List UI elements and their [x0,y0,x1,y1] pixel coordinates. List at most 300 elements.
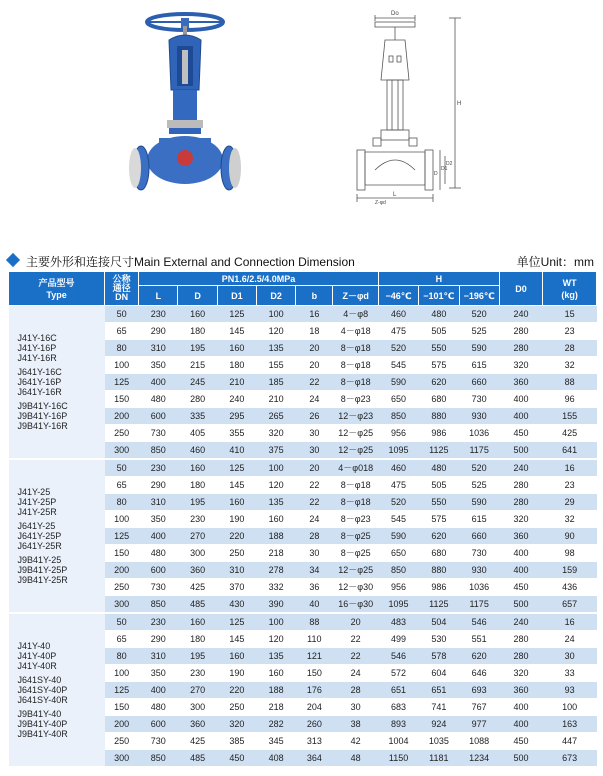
dn-cell: 125 [105,374,139,391]
value-cell: 190 [217,511,256,528]
value-cell: 405 [178,425,217,442]
value-cell: 280 [499,340,542,357]
type-model: J9B41Y-16R [17,421,68,431]
value-cell: 500 [499,596,542,614]
value-cell: 450 [217,750,256,768]
value-cell: 42 [333,733,378,750]
dn-cell: 300 [105,596,139,614]
dn-cell: 300 [105,442,139,460]
value-cell: 410 [217,442,256,460]
value-cell: 26 [296,408,333,425]
dn-cell: 250 [105,579,139,596]
value-cell: 8－φ18 [333,340,378,357]
type-group [18,675,105,705]
value-cell: 1035 [419,733,459,750]
value-cell: 160 [178,459,217,477]
value-cell: 355 [217,425,256,442]
value-cell: 280 [499,631,542,648]
value-cell: 320 [256,425,295,442]
value-cell: 160 [178,613,217,631]
value-cell: 480 [419,306,459,323]
value-cell: 590 [378,374,418,391]
value-cell: 400 [499,408,542,425]
value-cell: 300 [178,699,217,716]
value-cell: 390 [256,596,295,614]
value-cell: 505 [419,323,459,340]
type-model: J641Y-25 [17,521,56,531]
value-cell: 270 [178,682,217,699]
dn-cell: 50 [105,613,139,631]
subheader-cell: −101℃ [419,286,459,306]
dn-cell: 250 [105,425,139,442]
value-cell: 657 [543,596,597,614]
value-cell: 350 [139,357,178,374]
value-cell: 600 [139,408,178,425]
value-cell: 12－φ30 [333,579,378,596]
type-group [18,333,105,363]
value-cell: 485 [178,750,217,768]
dn-cell: 200 [105,562,139,579]
value-cell: 447 [543,733,597,750]
value-cell: 23 [543,323,597,340]
value-cell: 180 [178,477,217,494]
value-cell: 480 [139,699,178,716]
value-cell: 335 [178,408,217,425]
value-cell: 12－φ25 [333,442,378,460]
subheader-cell: Z－φd [333,286,378,306]
value-cell: 600 [139,562,178,579]
type-model: J9B41Y-40P [17,719,68,729]
value-cell: 8－φ25 [333,528,378,545]
value-cell: 280 [499,323,542,340]
value-cell: 125 [217,459,256,477]
value-cell: 24 [543,631,597,648]
value-cell: 38 [333,716,378,733]
value-cell: 460 [178,442,217,460]
value-cell: 956 [378,425,418,442]
value-cell: 930 [459,408,499,425]
value-cell: 485 [178,596,217,614]
value-cell: 320 [217,716,256,733]
value-cell: 135 [256,494,295,511]
value-cell: 850 [139,596,178,614]
value-cell: 730 [139,579,178,596]
value-cell: 12－φ25 [333,562,378,579]
value-cell: 290 [139,323,178,340]
value-cell: 245 [178,374,217,391]
value-cell: 310 [139,340,178,357]
type-model: J641SY-40P [17,685,68,695]
type-model: J9B41Y-25 [17,555,62,565]
value-cell: 730 [139,733,178,750]
value-cell: 741 [419,699,459,716]
value-cell: 730 [459,545,499,562]
type-model: J641Y-25R [17,541,62,551]
valve-technical-drawing [345,10,475,205]
value-cell: 16 [543,613,597,631]
dn-cell: 100 [105,357,139,374]
type-model: J41Y-25R [17,507,57,517]
table-row [9,613,597,631]
value-cell: 650 [378,545,418,562]
type-group [18,641,105,671]
dn-cell: 80 [105,494,139,511]
value-cell: 930 [459,562,499,579]
value-cell: 400 [499,562,542,579]
value-cell: 120 [256,477,295,494]
value-cell: 145 [217,631,256,648]
value-cell: 23 [543,477,597,494]
value-cell: 135 [256,648,295,665]
value-cell: 190 [217,665,256,682]
value-cell: 600 [139,716,178,733]
value-cell: 332 [256,579,295,596]
value-cell: 280 [499,648,542,665]
value-cell: 660 [459,528,499,545]
label-zd: Z-φd [375,200,386,205]
value-cell: 590 [459,340,499,357]
value-cell: 545 [378,357,418,374]
value-cell: 160 [256,511,295,528]
value-cell: 986 [419,425,459,442]
dn-cell: 100 [105,511,139,528]
value-cell: 8－φ25 [333,545,378,562]
value-cell: 160 [178,306,217,323]
type-model: J9B41Y-16P [17,411,68,421]
type-group [18,487,105,517]
value-cell: 300 [178,545,217,562]
type-model: J41Y-16C [17,333,57,343]
value-cell: 1175 [459,442,499,460]
value-cell: 360 [499,682,542,699]
value-cell: 956 [378,579,418,596]
value-cell: 240 [499,459,542,477]
subheader-cell: D2 [256,286,295,306]
value-cell: 375 [256,442,295,460]
value-cell: 475 [378,477,418,494]
value-cell: 500 [499,442,542,460]
dn-cell: 150 [105,699,139,716]
value-cell: 28 [333,682,378,699]
value-cell: 730 [139,425,178,442]
type-model: J641Y-16R [17,387,62,397]
value-cell: 8－φ23 [333,511,378,528]
value-cell: 850 [139,750,178,768]
type-model: J641Y-16P [17,377,62,387]
section-title: 主要外形和连接尺寸Main External and Connection Dimension [26,255,355,269]
value-cell: 1125 [419,442,459,460]
label-h: H [457,101,462,107]
value-cell: 121 [296,648,333,665]
value-cell: 651 [419,682,459,699]
value-cell: 850 [139,442,178,460]
value-cell: 615 [459,511,499,528]
value-cell: 620 [459,648,499,665]
value-cell: 480 [419,459,459,477]
value-cell: 98 [543,545,597,562]
value-cell: 195 [178,340,217,357]
value-cell: 20 [296,459,333,477]
dn-cell: 150 [105,545,139,562]
type-model: J9B41Y-25R [17,575,68,585]
value-cell: 20 [296,357,333,374]
value-cell: 250 [217,699,256,716]
type-model: J641SY-40 [17,675,62,685]
value-cell: 575 [419,357,459,374]
value-cell: 90 [543,528,597,545]
dn-cell: 200 [105,408,139,425]
value-cell: 24 [296,391,333,408]
type-model: J641SY-40R [17,695,68,705]
value-cell: 550 [419,340,459,357]
value-cell: 551 [459,631,499,648]
type-group [18,401,105,431]
value-cell: 295 [217,408,256,425]
value-cell: 425 [178,579,217,596]
value-cell: 360 [499,374,542,391]
value-cell: 425 [543,425,597,442]
value-cell: 240 [217,391,256,408]
label-d: D [434,171,438,177]
value-cell: 30 [543,648,597,665]
header-h: H [378,272,499,286]
header-wt-text: WT (kg) [561,277,578,300]
type-group [18,709,105,739]
value-cell: 364 [296,750,333,768]
value-cell: 15 [543,306,597,323]
value-cell: 430 [217,596,256,614]
value-cell: 400 [139,374,178,391]
value-cell: 12－φ25 [333,425,378,442]
value-cell: 893 [378,716,418,733]
value-cell: 145 [217,323,256,340]
value-cell: 620 [419,374,459,391]
value-cell: 4－φ18 [333,323,378,340]
value-cell: 400 [139,528,178,545]
dn-cell: 300 [105,750,139,768]
value-cell: 460 [378,306,418,323]
value-cell: 160 [256,665,295,682]
value-cell: 400 [499,699,542,716]
value-cell: 145 [217,477,256,494]
value-cell: 180 [217,357,256,374]
value-cell: 30 [296,442,333,460]
value-cell: 450 [499,733,542,750]
value-cell: 525 [459,323,499,340]
value-cell: 673 [543,750,597,768]
value-cell: 504 [419,613,459,631]
value-cell: 641 [543,442,597,460]
type-cell [9,459,105,613]
value-cell: 480 [139,545,178,562]
value-cell: 230 [139,459,178,477]
value-cell: 350 [139,665,178,682]
value-cell: 1175 [459,596,499,614]
value-cell: 1004 [378,733,418,750]
value-cell: 436 [543,579,597,596]
value-cell: 578 [419,648,459,665]
value-cell: 195 [178,494,217,511]
value-cell: 48 [333,750,378,768]
value-cell: 250 [217,545,256,562]
value-cell: 4－φ018 [333,459,378,477]
value-cell: 278 [256,562,295,579]
dn-cell: 50 [105,306,139,323]
header-dn-en: DN [115,292,129,302]
subheader-cell: −46℃ [378,286,418,306]
dn-cell: 100 [105,665,139,682]
value-cell: 1095 [378,596,418,614]
value-cell: 986 [419,579,459,596]
section-heading [8,253,596,269]
value-cell: 30 [296,545,333,562]
value-cell: 290 [139,477,178,494]
type-model: J41Y-40R [17,661,57,671]
header-do: D0 [499,272,542,306]
dn-cell: 150 [105,391,139,408]
value-cell: 32 [543,511,597,528]
dn-cell: 65 [105,477,139,494]
type-group [18,521,105,551]
value-cell: 220 [217,528,256,545]
value-cell: 1095 [378,442,418,460]
value-cell: 680 [419,545,459,562]
value-cell: 16 [296,306,333,323]
value-cell: 260 [296,716,333,733]
value-cell: 520 [459,306,499,323]
value-cell: 545 [378,511,418,528]
type-model: J41Y-40P [17,651,57,661]
label-do: Do [391,11,399,17]
value-cell: 651 [378,682,418,699]
value-cell: 24 [296,511,333,528]
value-cell: 310 [139,648,178,665]
type-model: J41Y-40 [17,641,51,651]
value-cell: 683 [378,699,418,716]
value-cell: 480 [139,391,178,408]
value-cell: 360 [178,562,217,579]
value-cell: 370 [217,579,256,596]
dn-cell: 50 [105,459,139,477]
value-cell: 520 [378,340,418,357]
value-cell: 400 [499,716,542,733]
value-cell: 550 [419,494,459,511]
value-cell: 18 [296,323,333,340]
dn-cell: 65 [105,631,139,648]
value-cell: 345 [256,733,295,750]
value-cell: 575 [419,511,459,528]
value-cell: 280 [499,477,542,494]
value-cell: 546 [378,648,418,665]
table-row [9,459,597,477]
value-cell: 125 [217,306,256,323]
value-cell: 310 [217,562,256,579]
value-cell: 360 [178,716,217,733]
type-model: J41Y-25 [17,487,51,497]
value-cell: 1181 [419,750,459,768]
value-cell: 4－φ8 [333,306,378,323]
value-cell: 572 [378,665,418,682]
type-group [18,367,105,397]
value-cell: 8－φ18 [333,477,378,494]
value-cell: 160 [217,648,256,665]
type-model: J41Y-16R [17,353,57,363]
value-cell: 604 [419,665,459,682]
value-cell: 135 [256,340,295,357]
header-dn-cn: 公称 通径 [112,274,131,293]
value-cell: 96 [543,391,597,408]
value-cell: 155 [543,408,597,425]
value-cell: 500 [499,750,542,768]
value-cell: 160 [217,340,256,357]
value-cell: 320 [499,357,542,374]
value-cell: 650 [378,391,418,408]
value-cell: 240 [499,306,542,323]
dn-cell: 200 [105,716,139,733]
dimension-table [8,271,597,768]
value-cell: 30 [333,699,378,716]
value-cell: 767 [459,699,499,716]
value-cell: 1234 [459,750,499,768]
unit-label: 单位Unit：mm [516,255,594,269]
value-cell: 180 [178,323,217,340]
value-cell: 460 [378,459,418,477]
value-cell: 230 [178,511,217,528]
value-cell: 29 [543,494,597,511]
value-cell: 188 [256,528,295,545]
value-cell: 8－φ18 [333,494,378,511]
value-cell: 8－φ18 [333,357,378,374]
label-d1: D1 [441,166,448,172]
value-cell: 230 [139,306,178,323]
value-cell: 218 [256,545,295,562]
value-cell: 313 [296,733,333,750]
subheader-cell: L [139,286,178,306]
header-pn: PN1.6/2.5/4.0MPa [139,272,379,286]
value-cell: 615 [459,357,499,374]
value-cell: 8－φ23 [333,391,378,408]
dn-cell: 125 [105,528,139,545]
value-cell: 176 [296,682,333,699]
type-cell [9,613,105,767]
value-cell: 1150 [378,750,418,768]
value-cell: 22 [296,494,333,511]
value-cell: 1088 [459,733,499,750]
table-row [9,306,597,323]
subheader-cell: D1 [217,286,256,306]
type-model: J641Y-25P [17,531,62,541]
dn-cell: 65 [105,323,139,340]
value-cell: 93 [543,682,597,699]
value-cell: 163 [543,716,597,733]
dn-cell: 250 [105,733,139,750]
value-cell: 218 [256,699,295,716]
value-cell: 40 [296,596,333,614]
valve-photo [125,10,245,200]
value-cell: 499 [378,631,418,648]
value-cell: 28 [296,528,333,545]
value-cell: 22 [296,374,333,391]
value-cell: 520 [378,494,418,511]
value-cell: 16－φ30 [333,596,378,614]
value-cell: 160 [217,494,256,511]
value-cell: 924 [419,716,459,733]
value-cell: 215 [178,357,217,374]
value-cell: 24 [333,665,378,682]
type-model: J9B41Y-40 [17,709,62,719]
type-model: J9B41Y-40R [17,729,68,739]
value-cell: 660 [459,374,499,391]
